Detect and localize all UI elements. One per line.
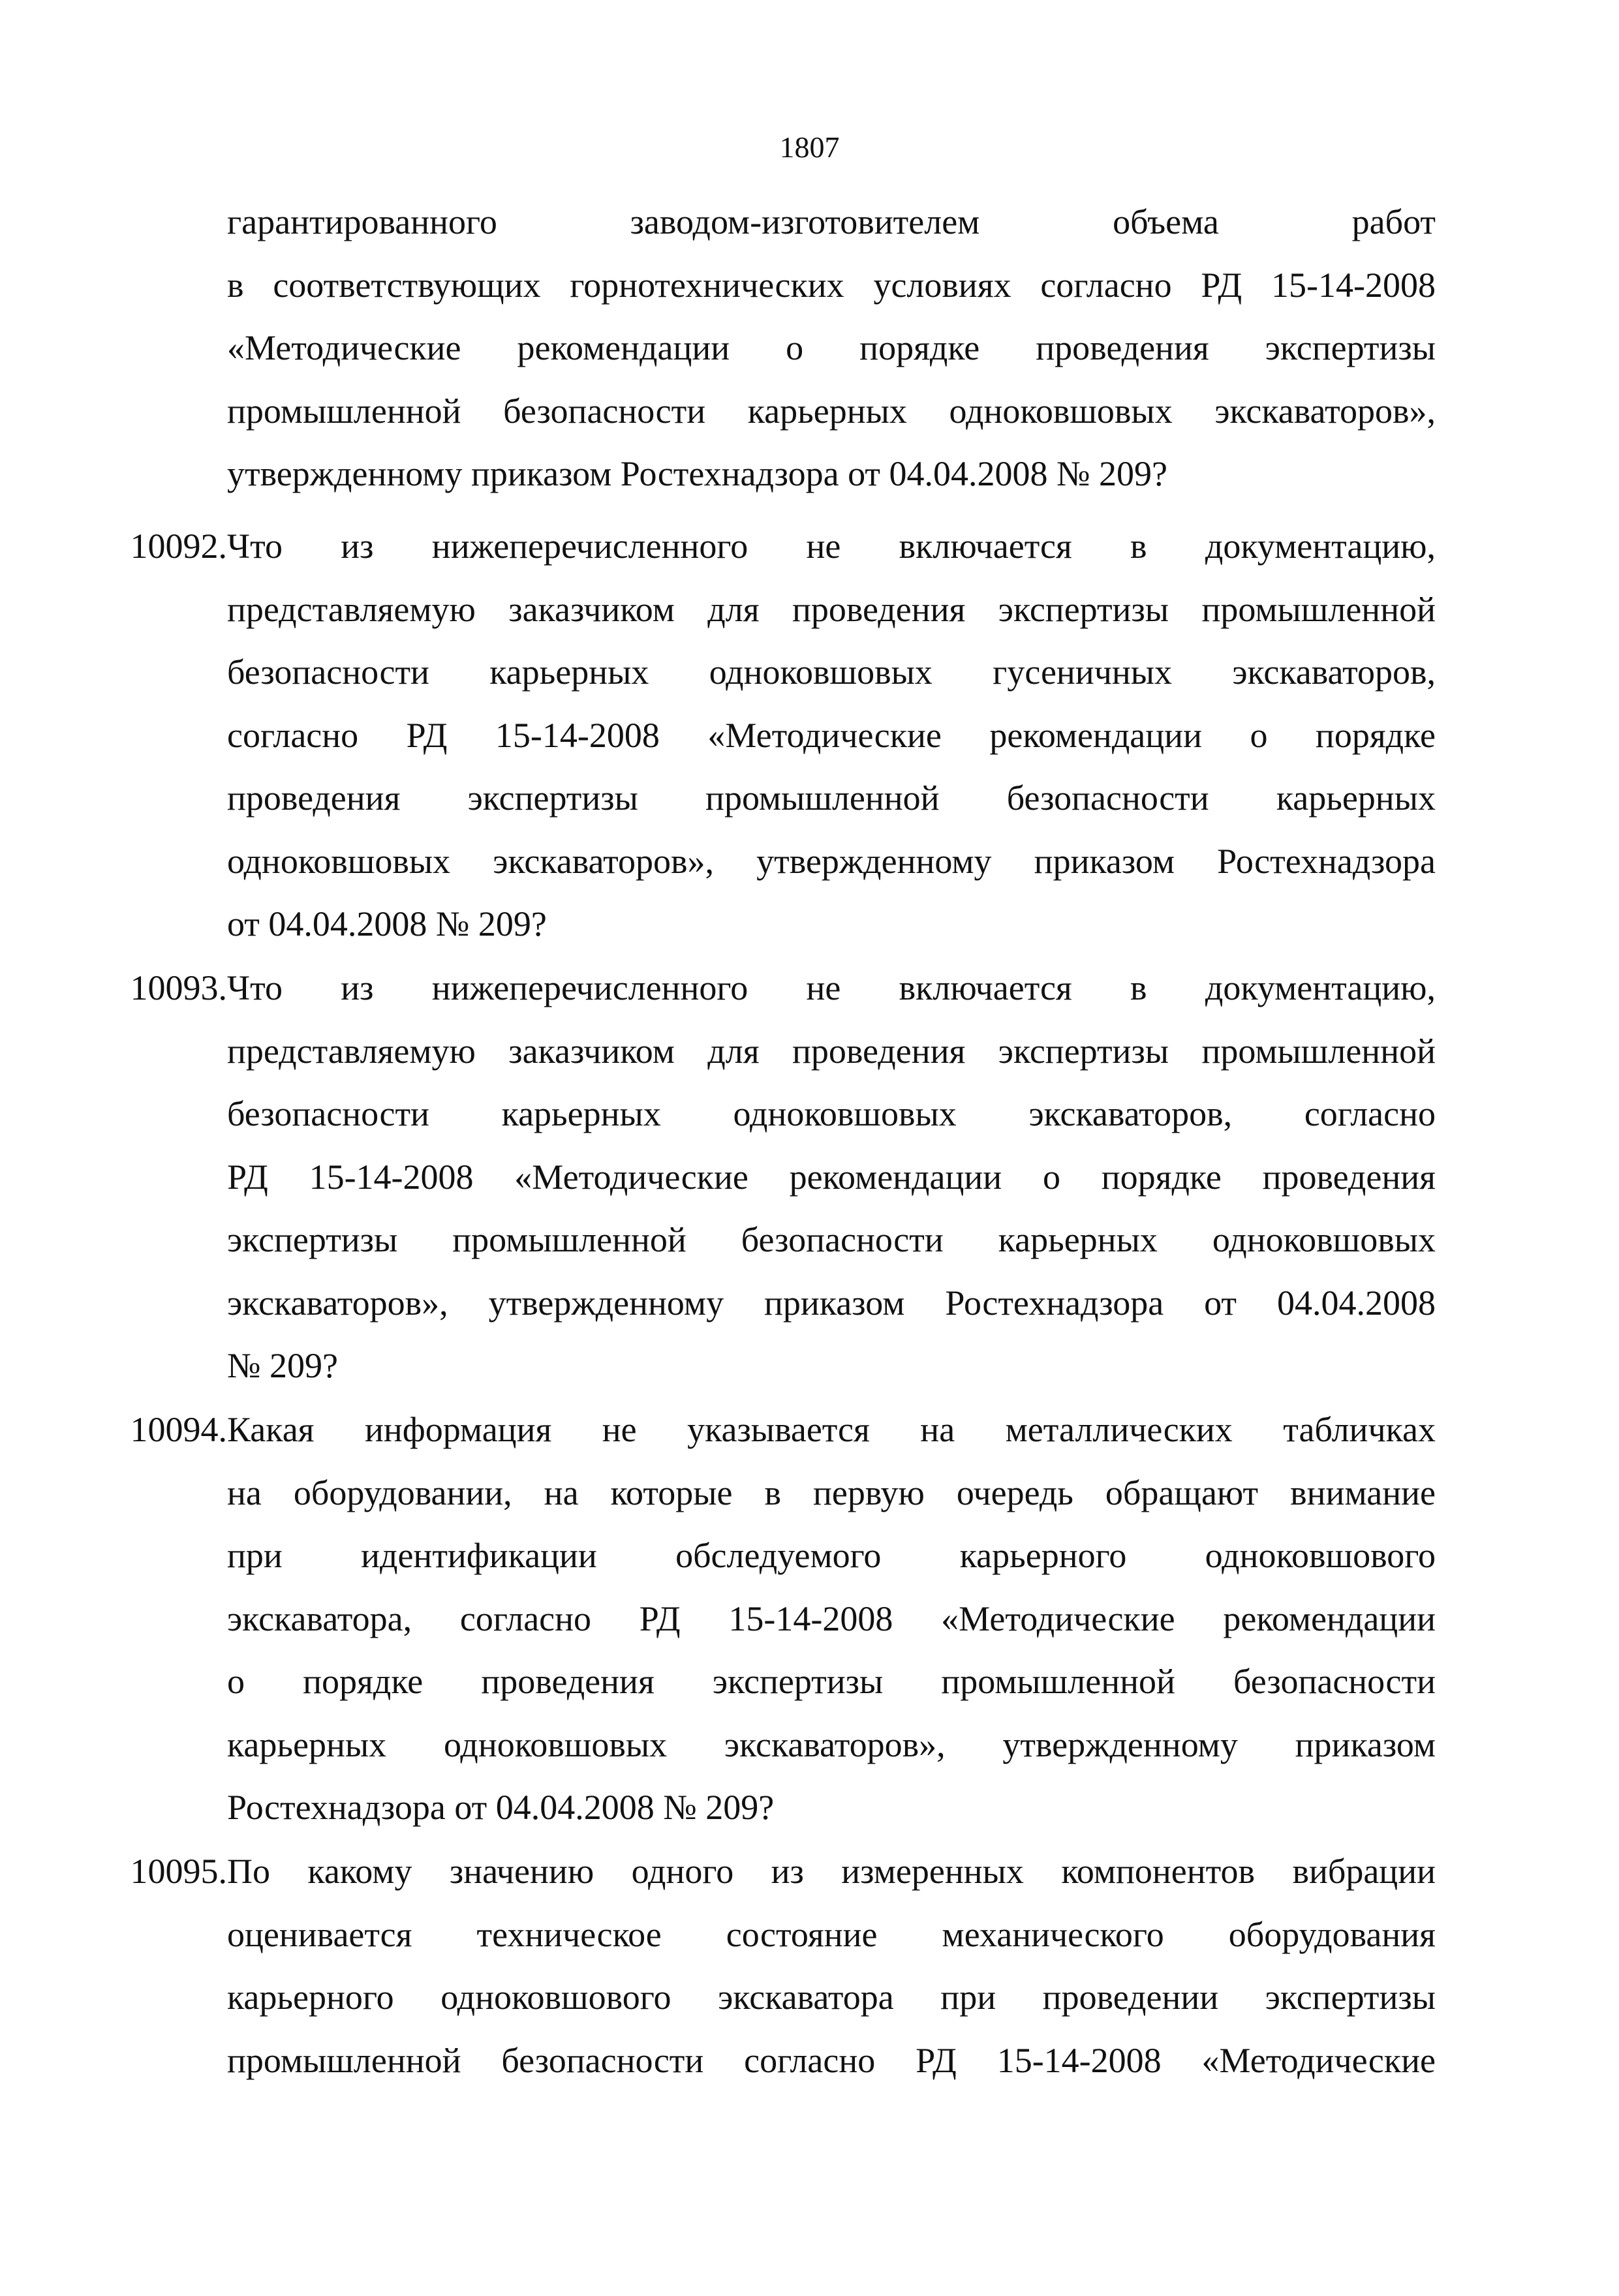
text-line: промышленной безопасности согласно РД 15-14-2008 «Методические bbox=[227, 2040, 1436, 2080]
question-item-10094 bbox=[130, 1398, 1436, 1839]
question-number: 10095. bbox=[130, 1852, 227, 1891]
text-line: Какая информация не указывается на металлических табличках bbox=[227, 1410, 1436, 1449]
text-line: № 209? bbox=[227, 1346, 338, 1385]
text-line: представляемую заказчиком для проведения экспертизы промышленной bbox=[227, 1031, 1436, 1071]
text-line: на оборудовании, на которые в первую очередь обращают внимание bbox=[227, 1473, 1436, 1512]
text-line: экспертизы промышленной безопасности карьерных одноковшовых bbox=[227, 1220, 1436, 1259]
text-line: проведения экспертизы промышленной безопасности карьерных bbox=[227, 778, 1436, 818]
text-line: от 04.04.2008 № 209? bbox=[227, 904, 547, 943]
intro-paragraph bbox=[227, 191, 1436, 506]
text-line: при идентификации обследуемого карьерного одноковшового bbox=[227, 1536, 1436, 1575]
text-line: Ростехнадзора от 04.04.2008 № 209? bbox=[227, 1788, 775, 1827]
text-line: «Методические рекомендации о порядке проведения экспертизы bbox=[227, 328, 1436, 367]
text-line: экскаваторов», утвержденному приказом Ростехнадзора от 04.04.2008 bbox=[227, 1283, 1436, 1323]
text-line: безопасности карьерных одноковшовых гусеничных экскаваторов, bbox=[227, 652, 1436, 692]
text-line: одноковшовых экскаваторов», утвержденному приказом Ростехнадзора bbox=[227, 841, 1436, 881]
text-line: По какому значению одного из измеренных компонентов вибрации bbox=[227, 1852, 1436, 1891]
question-item-10093 bbox=[130, 957, 1436, 1398]
text-line: согласно РД 15-14-2008 «Методические рекомендации о порядке bbox=[227, 715, 1436, 755]
text-line: в соответствующих горнотехнических условиях согласно РД 15-14-2008 bbox=[227, 265, 1436, 305]
text-line: утвержденному приказом Ростехнадзора от 04.04.2008 № 209? bbox=[227, 454, 1167, 493]
text-line: карьерного одноковшового экскаватора при проведении экспертизы bbox=[227, 1978, 1436, 2017]
text-line: представляемую заказчиком для проведения экспертизы промышленной bbox=[227, 589, 1436, 629]
text-line: промышленной безопасности карьерных одноковшовых экскаваторов», bbox=[227, 391, 1436, 431]
question-item-10095 bbox=[130, 1840, 1436, 2092]
page-number: 1807 bbox=[779, 130, 840, 164]
text-line: оценивается техническое состояние механического оборудования bbox=[227, 1914, 1436, 1954]
text-line: о порядке проведения экспертизы промышленной безопасности bbox=[227, 1662, 1436, 1701]
text-line: гарантированного заводом-изготовителем объема работ bbox=[227, 202, 1436, 241]
question-number: 10094. bbox=[130, 1410, 227, 1449]
question-number: 10092. bbox=[130, 527, 227, 566]
question-number: 10093. bbox=[130, 968, 227, 1007]
text-line: карьерных одноковшовых экскаваторов», утвержденному приказом bbox=[227, 1724, 1436, 1764]
text-line: Что из нижеперечисленного не включается в документацию, bbox=[227, 527, 1436, 566]
text-line: безопасности карьерных одноковшовых экскаваторов, согласно bbox=[227, 1094, 1436, 1133]
text-line: Что из нижеперечисленного не включается в документацию, bbox=[227, 968, 1436, 1007]
text-line: РД 15-14-2008 «Методические рекомендации о порядке проведения bbox=[227, 1157, 1436, 1197]
text-line: экскаватора, согласно РД 15-14-2008 «Методические рекомендации bbox=[227, 1599, 1436, 1638]
question-item-10092 bbox=[130, 515, 1436, 956]
